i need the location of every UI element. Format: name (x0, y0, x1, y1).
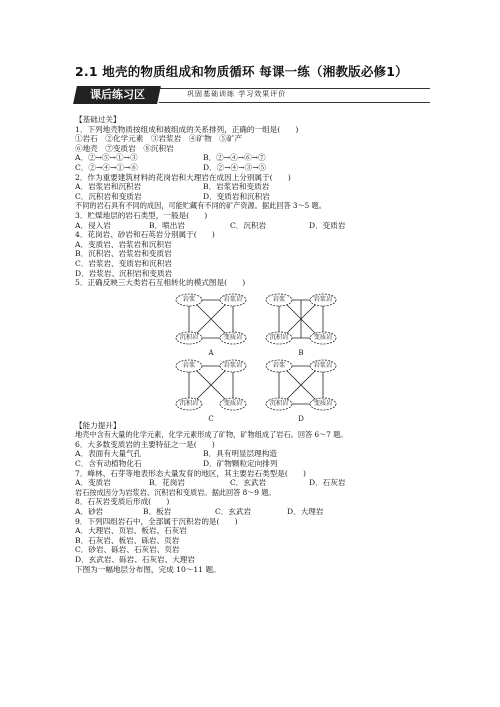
diagram-a-node-igneous: 岩浆岩 (223, 295, 243, 303)
q7-option-c[interactable]: C．玄武岩 (230, 478, 267, 488)
q9-option-d[interactable]: D．玄武岩、砾岩、石灰岩、大理岩 (75, 555, 195, 564)
q1-options-ab (75, 153, 435, 163)
section-basic: 【基础过关】 (75, 115, 121, 124)
diagram-a-node-metamorphic: 变质岩 (223, 333, 243, 341)
q9-option-c[interactable]: C．砂岩、砾岩、石灰岩、页岩 (75, 545, 180, 555)
diagram-d-node-metamorphic: 变质岩 (313, 399, 333, 407)
q6-stem: 6．大多数变质岩的主要特征之一是( ) (75, 439, 215, 449)
q4-stem: 4．花岗岩、砂岩和石英岩分别属于( ) (75, 230, 215, 240)
diagram-d-node-igneous: 岩浆岩 (313, 361, 333, 369)
q8-option-c[interactable]: C．玄武岩 (215, 507, 252, 517)
q4-option-d[interactable]: D．岩浆岩、沉积岩和变质岩 (75, 268, 173, 278)
q7-stem: 7．峰林、石芽等地表形态大量发育的地区，其主要岩石类型是( ) (75, 468, 306, 478)
q7-option-d[interactable]: D．石灰岩 (309, 478, 346, 488)
q2-stem: 2．作为重要建筑材料的花岗岩和大理岩在成因上分别属于( ) (75, 172, 291, 182)
q3-stem: 3．贮煤地层的岩石类型，一般是( ) (75, 210, 208, 220)
diagram-b-node-sedimentary: 沉积岩 (269, 333, 289, 341)
intro-6-7: 地壳中含有大量的化学元素，化学元素形成了矿物，矿物组成了岩石。回答 6～7 题。 (75, 430, 348, 440)
q3-option-a[interactable]: A．侵入岩 (75, 220, 111, 230)
intro-8-9: 岩石按成因分为岩浆岩、沉积岩和变质岩。据此回答 8～9 题。 (75, 487, 276, 497)
diagram-a-node-magma: 岩浆 (182, 295, 196, 303)
q1-option-b[interactable]: B．②→④→⑥→⑦ (203, 153, 266, 163)
q4-option-b[interactable]: B．沉积岩、岩浆岩和变质岩 (75, 249, 172, 259)
q3-option-b[interactable]: B．喷出岩 (149, 220, 185, 230)
q6-option-a[interactable]: A．表面有大量气孔 (75, 449, 142, 459)
diagram-c-node-magma: 岩浆 (182, 361, 196, 369)
diagram-d[interactable] (265, 358, 337, 423)
q5-stem: 5．正确反映三大类岩石互相转化的模式图是( ) (75, 278, 246, 288)
q1-option-a[interactable]: A．②→⑤→①→③ (75, 153, 138, 163)
q6-option-d[interactable]: D．矿物颗粒定向排列 (203, 459, 278, 469)
q4-option-c[interactable]: C．岩浆岩、变质岩和沉积岩 (75, 258, 172, 268)
diagram-b-node-metamorphic: 变质岩 (313, 333, 333, 341)
q6-option-c[interactable]: C．含有动植物化石 (75, 459, 142, 469)
q7-option-a[interactable]: A．变质岩 (75, 478, 111, 488)
banner-subtitle: 巩固基础训练 学习效果评价 (187, 90, 287, 98)
q2-option-c[interactable]: C．沉积岩和变质岩 (75, 191, 142, 201)
page-title: 2.1 地壳的物质组成和物质循环 每课一练（湘教版必修1） (75, 64, 408, 79)
q3-option-d[interactable]: D．变质岩 (309, 220, 346, 230)
diagram-b-node-magma: 岩浆 (272, 295, 286, 303)
q2-option-a[interactable]: A．岩浆岩和沉积岩 (75, 182, 142, 192)
diagram-b[interactable] (265, 292, 337, 357)
q3-option-c[interactable]: C．沉积岩 (230, 220, 267, 230)
diagram-c-node-sedimentary: 沉积岩 (179, 399, 199, 407)
q1-option-c[interactable]: C．②→④→①→⑥ (75, 162, 138, 172)
q2-option-b[interactable]: B．岩浆岩和变质岩 (203, 182, 270, 192)
diagram-a[interactable] (175, 292, 247, 357)
q2-options-ab (75, 182, 435, 192)
q8-options (75, 507, 435, 517)
q6-option-b[interactable]: B．具有明显层理构造 (203, 449, 277, 459)
q2-option-d[interactable]: D．变质岩和沉积岩 (203, 191, 270, 201)
diagram-b-label: B (298, 348, 304, 357)
q8-option-b[interactable]: B．板岩 (143, 507, 172, 517)
section-banner (75, 86, 430, 104)
diagram-b-node-igneous: 岩浆岩 (313, 295, 333, 303)
q7-option-b[interactable]: B．花岗岩 (149, 478, 185, 488)
diagram-a-label: A (208, 348, 214, 357)
q6-options-ab (75, 449, 435, 459)
q9-option-b[interactable]: B．石灰岩、板岩、砾岩、页岩 (75, 535, 180, 545)
diagram-c-label: C (208, 414, 214, 423)
q8-option-a[interactable]: A．砂岩 (75, 507, 104, 517)
diagram-c[interactable] (175, 358, 247, 423)
q1-stem: 1．下列地壳物质按组成和被组成的关系排列，正确的一组是( ) (75, 124, 299, 134)
q8-option-d[interactable]: D．大理岩 (287, 507, 324, 517)
banner-tag: 课后练习区 (73, 86, 161, 104)
section-advanced: 【能力提升】 (75, 420, 121, 430)
q9-option-a[interactable]: A．大理岩、页岩、板岩、石灰岩 (75, 526, 187, 536)
q1-options-cd (75, 163, 435, 173)
diagram-d-label: D (298, 414, 304, 423)
q1-items-2: ⑥地壳 ⑦变质岩 ⑧沉积岩 (75, 143, 174, 153)
diagram-c-node-metamorphic: 变质岩 (223, 399, 243, 407)
intro-10-11: 下图为一幅地层分布图，完成 10～11 题。 (75, 564, 221, 574)
q6-options-cd (75, 459, 435, 469)
rock-cycle-diagrams (75, 290, 435, 421)
q2-options-cd (75, 192, 435, 202)
exercise-content (75, 115, 435, 574)
diagram-d-node-sedimentary: 沉积岩 (269, 399, 289, 407)
q1-option-d[interactable]: D．②→④→③→⑤ (203, 162, 267, 172)
q7-options (75, 478, 435, 488)
q9-stem: 9．下列四组岩石中，全部属于沉积岩的是( ) (75, 516, 238, 526)
q8-stem: 8．石灰岩变质后形成( ) (75, 497, 170, 507)
diagram-a-node-sedimentary: 沉积岩 (179, 333, 199, 341)
q4-option-a[interactable]: A．变质岩、岩浆岩和沉积岩 (75, 239, 172, 249)
diagram-d-node-magma: 岩浆 (272, 361, 286, 369)
q1-items-1: ①岩石 ②化学元素 ③岩浆岩 ④矿物 ⑤矿产 (75, 134, 243, 144)
q3-options (75, 221, 435, 231)
intro-3-5: 不同的岩石具有不同的成因，可能贮藏有不同的矿产资源。据此回答 3～5 题。 (75, 201, 326, 211)
diagram-c-node-igneous: 岩浆岩 (223, 361, 243, 369)
